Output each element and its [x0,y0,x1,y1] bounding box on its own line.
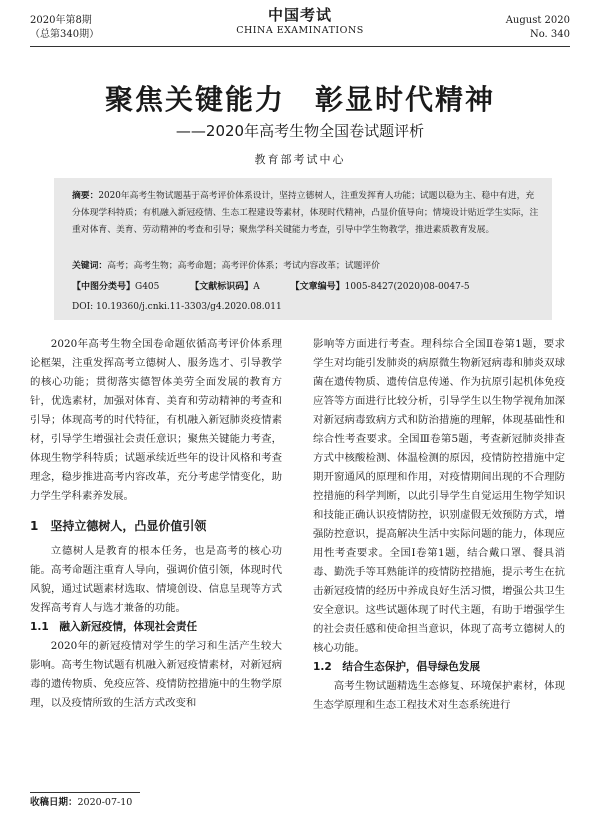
received-date: 2020-07-10 [77,797,133,808]
keywords-label: 关键词： [72,261,108,271]
left-column [30,335,282,713]
doc-code-label: 【文献标识码】 [190,282,254,292]
clc-label: 【中图分类号】 [72,282,136,292]
section-1-1-heading: 1.1 融入新冠疫情，体现社会责任 [30,621,198,633]
article-author: 教育部考试中心 [254,153,346,166]
intro-paragraph: 2020年高考生物全国卷命题依循高考评价体系理论框架，注重发挥高考立德树人、服务选才、引导教学的核心功能；贯彻落实德智体美劳全面发展的教育方针，优选素材，加强对体育、美育和劳动精神的考查和引导；体现高考的时代特征，有机融入新冠肺炎疫情素材，引导学生增强社会责任意识；聚焦关键能力考查，体现生物学科特质；试题承续近些年的设计风格和考查理念，稳步推进高考内容改革，充分考虑学情变化，助力学生学科素养发展。 [30,338,282,502]
issue-year: 2020年第8期 [30,15,92,26]
issue-date-info [506,14,570,42]
keywords [72,258,542,274]
doc-code-value: A [253,282,260,292]
received-label: 收稿日期： [30,797,78,808]
abstract-label: 摘要： [72,191,99,201]
classification-line [72,280,498,294]
abstract [72,188,542,239]
journal-logo: 中国考试 [267,6,332,24]
issue-number: No. 340 [529,29,570,40]
doc-code-field [190,282,274,292]
clc-field [72,282,173,292]
article-subtitle: ——2020年高考生物全国卷试题评析 [175,122,425,140]
keywords-text: 高考；高考生物；高考命题；高考评价体系；考试内容改革；试题评价 [107,261,380,271]
article-title: 聚焦关键能力 彰显时代精神 [104,83,495,116]
section-1-2-paragraph: 高考生物试题精选生态修复、环境保护素材，体现生态学原理和生态工程技术对生态系统进行 [313,680,565,711]
right-column [313,335,565,715]
section-1-1-paragraph: 2020年的新冠疫情对学生的学习和生活产生较大影响。高考生物试题有机融入新冠疫情素材，对新冠病毒的遗传物质、免疫应答、疫情防控措施中的生物学原理，以及疫情所致的生活方式改变和 [30,640,282,709]
section-1-paragraph: 立德树人是教育的根本任务，也是高考的核心功能。高考命题注重育人导向，强调价值引领，体现时代风貌，通过试题素材选取、情境创设、信息呈现等方式发挥高考育人与选才兼备的功能。 [30,545,282,614]
issue-total: （总第340期） [30,29,100,40]
doi: DOI: 10.19360/j.cnki.11-3303/g4.2020.08.011 [72,302,282,312]
section-1-2-heading: 1.2 结合生态保护，倡导绿色发展 [313,661,481,673]
footnote-rule [30,792,140,793]
clc-value: G405 [135,282,160,292]
section-1-heading: 1 坚持立德树人，凸显价值引领 [30,519,207,533]
article-no-label: 【文章编号】 [290,282,345,292]
issue-date: August 2020 [505,15,570,26]
section-1-1-continued: 影响等方面进行考查。理科综合全国Ⅱ卷第1题，要求学生对均能引发肺炎的病原微生物新冠病毒和肺炎双球菌在遗传物质、遗传信息传递、作为抗原引起机体免疫应答等方面进行比较分析，引导学生以生物学视角加深对新冠病毒致病方式和防治措施的理解，体现基础性和综合性考查要求。全国Ⅲ卷第5题，考查新冠肺炎排查方式中核酸检测、体温检测的原因，疫情防控措施中定期开窗通风的原理和作用，对疫情期间出现的不合理防控措施的科学判断，以此引导学生自觉运用生物学知识和技能正确认识疫情防控，识别虚假无效预防方式，增强防控意识，提高解决生活中实际问题的能力，体现应用性考查要求。全国Ⅰ卷第1题，结合戴口罩、餐具消毒、勤洗手等耳熟能详的疫情防控措施，提示考生在抗击新冠疫情的经历中养成良好生活习惯，增强公共卫生安全意识。这些试题体现了时代主题，有助于增强学生的社会责任感和使命担当意识，体现了高考立德树人的核心功能。 [313,338,565,654]
abstract-text: 2020年高考生物试题基于高考评价体系设计，坚持立德树人，注重发挥育人功能；试题以稳为主、稳中有进，充分体现学科特质；有机融入新冠疫情、生态工程建设等素材，体现时代精神，凸显价值导向；情境设计贴近学生实际，注重对体育、美育、劳动精神的考查和引导；聚焦学科关键能力考查，引导中学生物教学，推进素质教育发展。 [72,191,539,235]
received-date-footnote [30,794,132,808]
journal-english-name: CHINA EXAMINATIONS [236,25,364,36]
header-rule [30,46,570,47]
article-no-value: 1005-8427(2020)08-0047-5 [344,282,470,292]
article-no-field [291,282,484,292]
